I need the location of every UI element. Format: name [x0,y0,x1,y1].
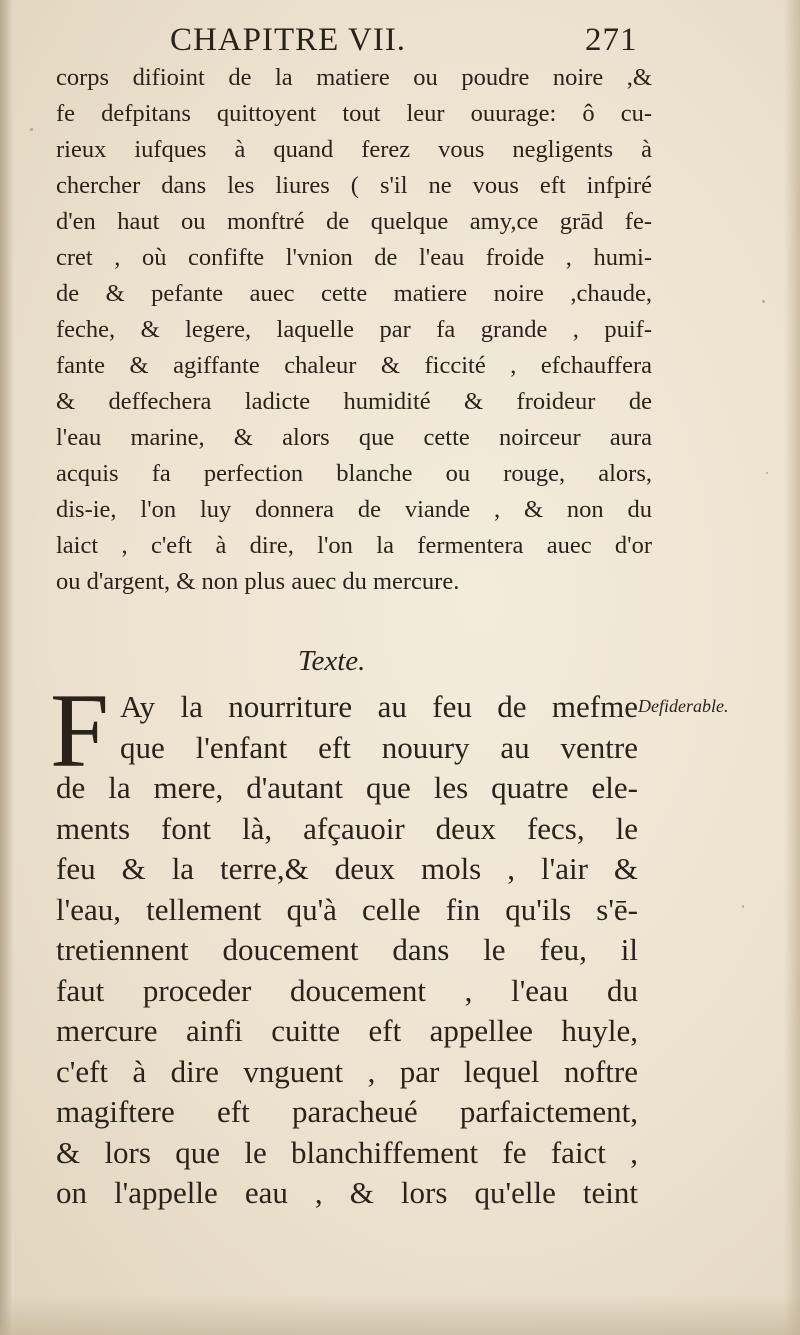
body-paragraph [56,687,638,1214]
text-line: on l'appelle eau , & lors qu'elle teint [56,1175,638,1210]
text-line: dis-ie, l'on luy donnera de viande , & non du [56,496,652,523]
text-line: ments font là, afçauoir deux fecs, le [56,810,638,846]
text-line: de & pefante auec cette matiere noire ,chaude, [56,280,652,307]
text-line: tretiennent doucement dans le feu, il [56,932,638,967]
page-edge-shadow [784,0,800,1335]
text-line: l'eau marine, & alors que cette noirceur aura [56,424,652,451]
text-line: faut proceder doucement , l'eau du [56,972,638,1008]
text-line: Ay la nourriture au feu de mefme [120,689,638,724]
paper-speck [742,905,744,908]
text-line: c'eft à dire vnguent , par lequel noftre [56,1053,638,1089]
text-line: cret , où confifte l'vnion de l'eau froide , humi- [56,244,652,271]
page-number: 271 [585,22,638,58]
top-paragraph [56,60,652,600]
text-line: fante & agiffante chaleur & ficcité , efchauffera [56,352,652,379]
text-line: fe defpitans quittoyent tout leur ouurage: ô cu- [56,100,652,127]
text-line: que l'enfant eft nouury au ventre [120,729,638,765]
text-line: de la mere, d'autant que les quatre ele- [56,770,638,805]
text-line: acquis fa perfection blanche ou rouge, alors, [56,460,652,487]
section-heading: Texte. [298,645,366,677]
paper-speck [30,128,33,131]
text-line: magiftere eft paracheué parfaictement, [56,1094,638,1129]
text-line: & lors que le blanchiffement fe faict , [56,1134,638,1170]
margin-note: Defiderable. [638,696,729,716]
running-head [170,22,670,64]
text-line: l'eau, tellement qu'à celle fin qu'ils s'ē- [56,891,638,927]
text-line: & deffechera ladicte humidité & froideur de [56,388,652,415]
text-line: rieux iufques à quand ferez vous negligents à [56,136,652,163]
paper-speck [762,300,765,303]
text-line: d'en haut ou monftré de quelque amy,ce grād fe- [56,208,652,235]
paper-speck [766,472,768,474]
text-line: mercure ainfi cuitte eft appellee huyle, [56,1013,638,1048]
text-line: ou d'argent, & non plus auec du mercure. [56,568,460,595]
text-line: feche, & legere, laquelle par fa grande , puif- [56,316,652,343]
text-line: corps difioint de la matiere ou poudre noire ,& [56,64,652,91]
drop-cap: F [50,672,109,789]
page-gutter-shadow [0,0,14,1335]
text-line: laict , c'eft à dire, l'on la fermentera auec d'or [56,532,652,559]
text-line: feu & la terre,& deux mols , l'air & [56,851,638,886]
chapter-title: CHAPITRE VII. [170,22,407,58]
text-line: chercher dans les liures ( s'il ne vous eft infpiré [56,172,652,199]
page-bottom-shadow [0,1295,800,1335]
